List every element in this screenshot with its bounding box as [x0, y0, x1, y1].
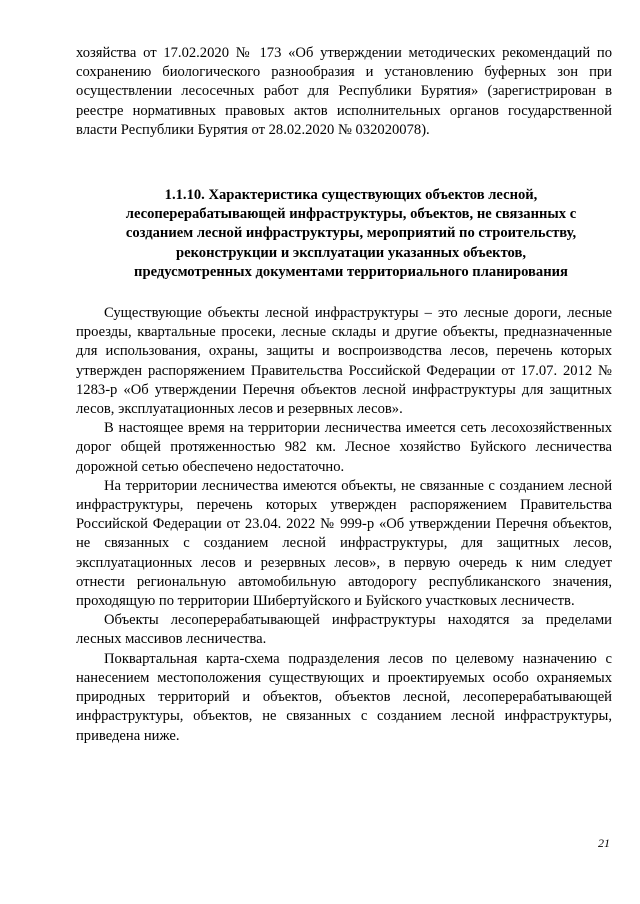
paragraph-processing-objects: Объекты лесоперерабатывающей инфраструктуры находятся за пределами лесных массивов лесничества. [76, 612, 612, 648]
intro-paragraph: хозяйства от 17.02.2020 № 173 «Об утверждении методических рекомендаций по сохранению биологического разнообразия и установлению буферных зон при осуществлении лесосечных работ для Республики Бурятия» (зарегистрирован в реестре нормативных правовых актов исполнительных органов государственной власти Республики Бурятия от 28.02.2020 № 032020078). [76, 45, 612, 138]
page-number: 21 [598, 836, 610, 850]
paragraph-non-forest-objects: На территории лесничества имеются объекты, не связанные с созданием лесной инфраструктуры, перечень которых утвержден распоряжением Правительства Российской Федерации от 23.04. 2022 № 999-р «Об утверждении Перечня объектов, не связанных с созданием лесной инфраструктуры, для защитных лесов, эксплуатационных лесов и резервных лесов», в первую очередь к ним следует отнести региональную автомобильную автодорогу республиканского значения, проходящую по территории Шибертуйского и Буйского участковых лесничеств. [76, 477, 612, 610]
section-heading: 1.1.10. Характеристика существующих объектов лесной, лесоперерабатывающей инфраструктуры, объектов, не связанных с созданием лесной инфраструктуры, мероприятий по строительству, реконструкции и эксплуатации указанных объектов, предусмотренных документами территориального планирования [125, 187, 577, 280]
document-body [76, 44, 612, 746]
paragraph-map-reference: Поквартальная карта-схема подразделения лесов по целевому назначению с нанесением местоположения существующих и проектируемых особо охраняемых природных территорий и объектов, объектов лесной, лесоперерабатывающей инфраструктуры, объектов, не связанных с созданием лесной инфраструктуры, приведена ниже. [76, 650, 612, 744]
paragraph-road-network: В настоящее время на территории лесничества имеется сеть лесохозяйственных дорог общей протяженностью 982 км. Лесное хозяйство Буйского лесничества дорожной сетью обеспечено недостаточно. [76, 420, 612, 475]
paragraph-existing-infrastructure: Существующие объекты лесной инфраструктуры – это лесные дороги, лесные проезды, квартальные просеки, лесные склады и другие объекты, предназначенные для использования, охраны, защиты и воспроизводства лесов, перечень которых утвержден распоряжением Правительства Российской Федерации от 17.07. 2012 № 1283-р «Об утверждении Перечня объектов лесной инфраструктуры для защитных лесов, эксплуатационных лесов и резервных лесов». [76, 305, 612, 418]
